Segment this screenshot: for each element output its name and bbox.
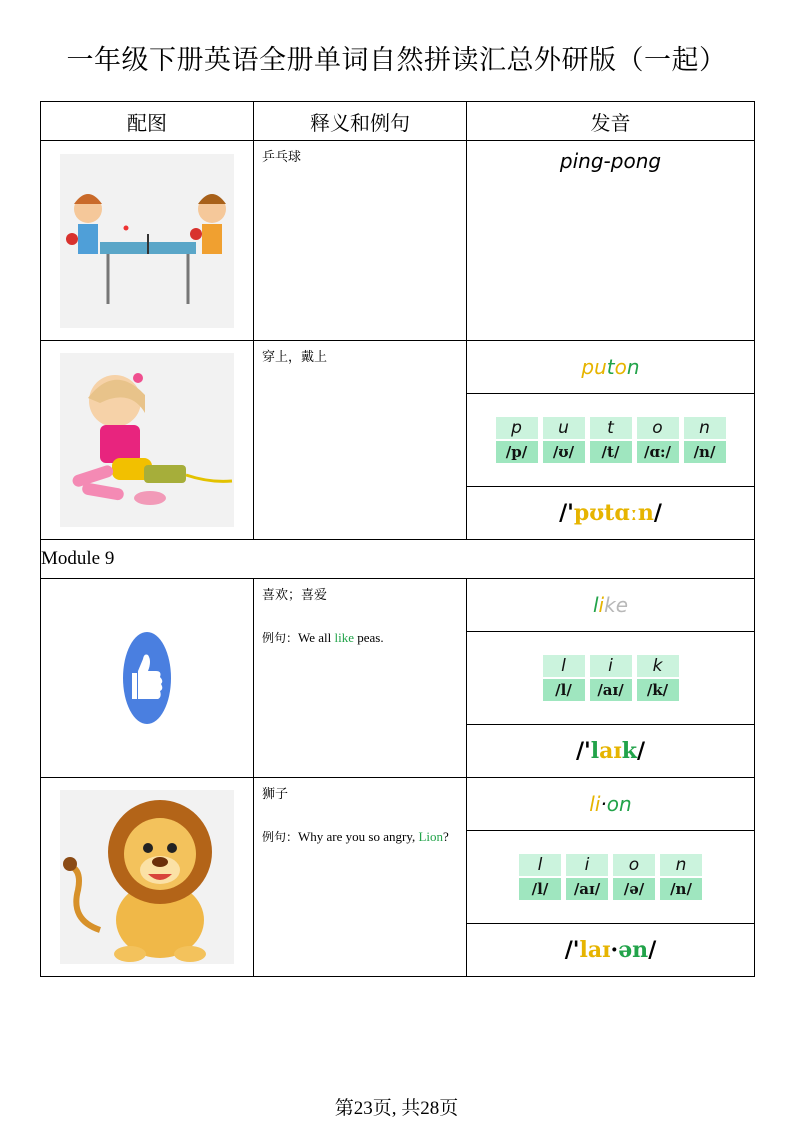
ipa-part: /' [564, 937, 580, 963]
example-highlight: like [334, 630, 355, 645]
ipa-part: l [590, 738, 600, 764]
word-part: pu [581, 355, 607, 379]
tile-ipa: /ɑ:/ [637, 441, 679, 463]
lion-illustration [60, 790, 234, 964]
tile-ipa: /n/ [684, 441, 726, 463]
phonics-tiles-cell [467, 632, 755, 725]
ipa-part: /' [559, 500, 574, 526]
meaning-cell [254, 341, 467, 540]
word-part: o [614, 355, 627, 379]
example-text: peas. [354, 630, 384, 645]
girl-socks-illustration [60, 353, 234, 527]
tile-ipa: /aɪ/ [566, 878, 608, 900]
word-text [467, 141, 754, 173]
example-sentence [254, 804, 466, 846]
word-part: ping-pong [559, 149, 662, 173]
pronunciation-cell [467, 141, 755, 341]
header-meaning: 释义和例句 [254, 102, 467, 141]
meaning-text: 狮子 [262, 787, 289, 802]
tile-letter: l [543, 655, 585, 677]
example-highlight: Lion [418, 829, 444, 844]
table-header-row [41, 102, 755, 141]
example-label: 例句： [262, 631, 299, 645]
page-footer: 第23页, 共28页 [334, 1098, 459, 1119]
ipa-part: k [621, 738, 637, 764]
meaning-cell [254, 579, 467, 778]
phonics-tile [613, 854, 655, 900]
ipa-part: /' [575, 738, 591, 764]
phonics-tile [519, 854, 561, 900]
word-part: li [589, 792, 601, 816]
ipa-cell [467, 725, 755, 778]
phonics-tile [543, 417, 585, 463]
word-part: i [598, 593, 605, 617]
example-text: Why are you so angry, [298, 829, 419, 844]
ipa-part: / [653, 500, 662, 526]
tile-ipa: /l/ [543, 679, 585, 701]
ipa-part: · [610, 937, 619, 963]
tile-ipa: /l/ [519, 878, 561, 900]
phonics-tile [637, 417, 679, 463]
ipa-cell [467, 924, 755, 977]
word-cell [467, 778, 755, 831]
tile-ipa: /n/ [660, 878, 702, 900]
word-part: l [592, 593, 599, 617]
ipa-part: pʊtɑːn [573, 500, 654, 526]
header-pronunciation: 发音 [467, 102, 755, 141]
phonics-tiles-cell [467, 831, 755, 924]
meaning-cell [254, 141, 467, 341]
table-row [41, 579, 755, 632]
tile-letter: u [543, 417, 585, 439]
word-part: on [606, 792, 632, 816]
meaning-cell [254, 778, 467, 977]
phonics-tile [566, 854, 608, 900]
picture-cell [41, 141, 254, 341]
ipa-part: laɪ [579, 937, 611, 963]
phonics-tile [590, 655, 632, 701]
word-part: n [626, 355, 640, 379]
phonics-tile [637, 655, 679, 701]
word-part: ke [604, 593, 628, 617]
meaning-text: 喜欢；喜爱 [262, 588, 328, 603]
phonics-tiles-cell [467, 394, 755, 487]
meaning-text: 乒乓球 [262, 150, 302, 165]
word-cell [467, 341, 755, 394]
example-text: ? [443, 829, 449, 844]
table-row [41, 141, 755, 341]
tile-letter: i [566, 854, 608, 876]
tile-letter: l [519, 854, 561, 876]
ipa-cell [467, 487, 755, 540]
phonics-tiles [496, 417, 726, 463]
tile-letter: t [590, 417, 632, 439]
picture-cell [41, 341, 254, 540]
tile-ipa: /t/ [590, 441, 632, 463]
vocab-table [40, 101, 755, 977]
tile-letter: n [684, 417, 726, 439]
word-part: · [600, 792, 607, 816]
tile-ipa: /k/ [637, 679, 679, 701]
phonics-tile [590, 417, 632, 463]
table-row [41, 341, 755, 394]
example-text: We all [298, 630, 335, 645]
tile-letter: p [496, 417, 538, 439]
picture-cell [41, 579, 254, 778]
picture-cell [41, 778, 254, 977]
page-title: 一年级下册英语全册单词自然拼读汇总外研版（一起） [66, 45, 727, 76]
module-row [41, 540, 755, 579]
table-row [41, 778, 755, 831]
ipa-part: / [636, 738, 646, 764]
meaning-text: 穿上，戴上 [262, 350, 328, 365]
tile-letter: n [660, 854, 702, 876]
phonics-tile [496, 417, 538, 463]
phonics-tile [684, 417, 726, 463]
word-part: t [606, 355, 615, 379]
ipa-part: / [648, 937, 657, 963]
phonics-tile [543, 655, 585, 701]
ping-pong-illustration [60, 154, 234, 328]
tile-letter: o [613, 854, 655, 876]
tile-letter: i [590, 655, 632, 677]
module-heading: Module 9 [41, 540, 755, 579]
example-label: 例句： [262, 830, 299, 844]
ipa-part: ən [618, 937, 649, 963]
phonics-tiles [519, 854, 702, 900]
tile-ipa: /ʊ/ [543, 441, 585, 463]
tile-ipa: /ə/ [613, 878, 655, 900]
phonics-tiles [543, 655, 679, 701]
thumbs-up-icon [60, 591, 234, 765]
tile-letter: o [637, 417, 679, 439]
example-sentence [254, 605, 466, 647]
tile-ipa: /p/ [496, 441, 538, 463]
phonics-tile [660, 854, 702, 900]
ipa-part: aɪ [599, 738, 622, 764]
header-picture: 配图 [41, 102, 254, 141]
word-cell [467, 579, 755, 632]
tile-ipa: /aɪ/ [590, 679, 632, 701]
tile-letter: k [637, 655, 679, 677]
